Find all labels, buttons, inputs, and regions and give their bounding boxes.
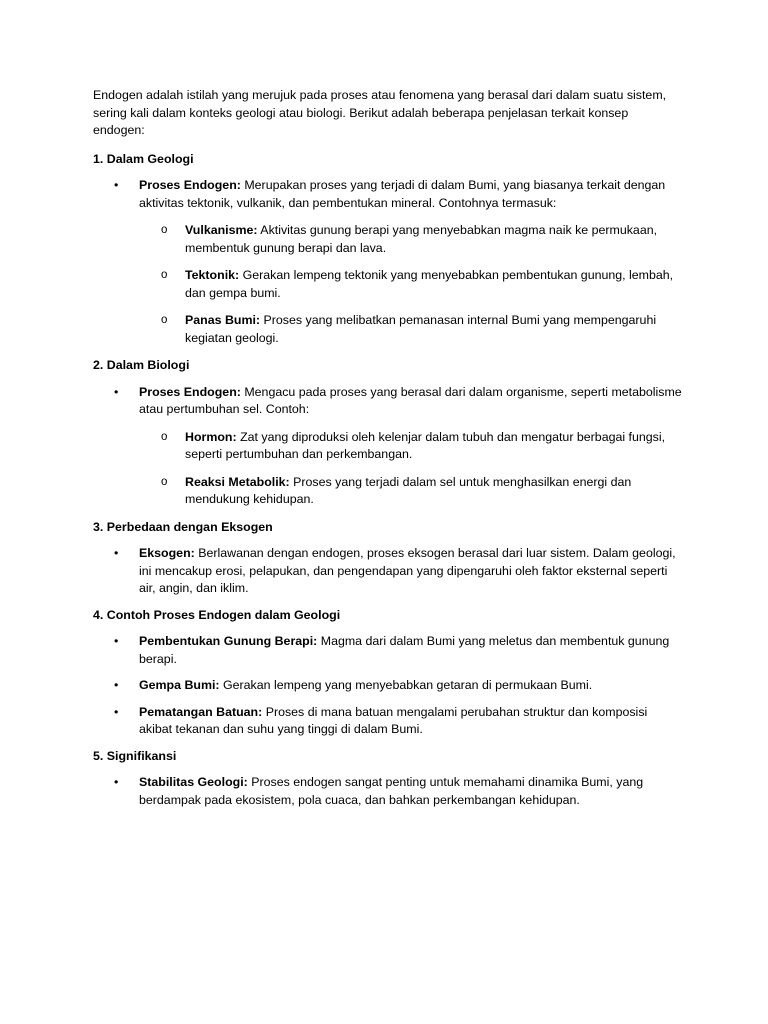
- item-text: Proses endogen sangat penting untuk memahami dinamika Bumi, yang berdampak pada ekosistem, pola cuaca, dan bahkan perkembangan kehidupan.: [139, 775, 644, 807]
- sub-item-text: Gerakan lempeng tektonik yang menyebabkan pembentukan gunung, lembah, dan gempa bumi.: [185, 268, 674, 300]
- sub-list-item: [139, 267, 683, 302]
- item-term: Proses Endogen:: [139, 384, 241, 399]
- intro-paragraph: Endogen adalah istilah yang merujuk pada proses atau fenomena yang berasal dari dalam suatu sistem, sering kali dalam konteks geologi atau biologi. Berikut adalah beberapa penjelasan terkait konsep endogen:: [93, 88, 667, 137]
- section-heading-signifikansi: 5. Signifikansi: [93, 748, 177, 763]
- sub-list-item: [139, 312, 683, 347]
- sub-item-term: Vulkanisme:: [185, 223, 258, 237]
- sub-item-term: Hormon:: [185, 429, 237, 444]
- list-item: [93, 774, 683, 809]
- item-text: Mengacu pada proses yang berasal dari dalam organisme, seperti metabolisme atau pertumbuhan sel. Contoh:: [139, 384, 682, 416]
- sub-list-item: [139, 222, 683, 257]
- bullet-list: [93, 774, 683, 809]
- item-text: Berlawanan dengan endogen, proses eksogen berasal dari luar sistem. Dalam geologi, ini mencakup erosi, pelapukan, dan pengendapan yang dipengaruhi oleh faktor eksternal seperti air, angin, dan iklim.: [139, 546, 676, 595]
- bullet-list: [93, 545, 683, 598]
- sub-item-text: Aktivitas gunung berapi yang menyebabkan magma naik ke permukaan, membentuk gunung berapi dan lava.: [185, 223, 658, 255]
- list-item: [93, 545, 683, 598]
- list-item: [93, 704, 683, 739]
- item-term: Stabilitas Geologi:: [139, 775, 248, 789]
- sub-list-item: [139, 429, 683, 464]
- item-text: Merupakan proses yang terjadi di dalam Bumi, yang biasanya terkait dengan aktivitas tektonik, vulkanik, dan pembentukan mineral. Contohnya termasuk:: [139, 178, 666, 210]
- item-term: Eksogen:: [139, 546, 195, 560]
- list-item: [93, 677, 683, 695]
- sub-item-text: Zat yang diproduksi oleh kelenjar dalam tubuh dan mengatur berbagai fungsi, seperti pertumbuhan dan perkembangan.: [185, 429, 666, 461]
- item-term: Pematangan Batuan:: [139, 704, 263, 719]
- list-item: [93, 384, 683, 509]
- section-heading-geologi: 1. Dalam Geologi: [93, 151, 194, 166]
- sub-bullet-list: [139, 429, 683, 509]
- section-heading-contoh: 4. Contoh Proses Endogen dalam Geologi: [93, 607, 341, 622]
- bullet-list: [93, 633, 683, 739]
- document-body: [93, 87, 683, 818]
- item-text: Gerakan lempeng yang menyebabkan getaran di permukaan Bumi.: [219, 678, 593, 692]
- item-text: Proses di mana batuan mengalami perubahan struktur dan komposisi akibat tekanan dan suhu yang tinggi di dalam Bumi.: [139, 704, 648, 736]
- sub-list-item: [139, 474, 683, 509]
- bullet-list: [93, 384, 683, 509]
- list-item: [93, 633, 683, 668]
- sub-item-text: Proses yang terjadi dalam sel untuk menghasilkan energi dan mendukung kehidupan.: [185, 474, 632, 506]
- section-heading-biologi: 2. Dalam Biologi: [93, 358, 190, 372]
- sub-bullet-list: [139, 222, 683, 347]
- sub-item-text: Proses yang melibatkan pemanasan internal Bumi yang mempengaruhi kegiatan geologi.: [185, 313, 657, 345]
- item-term: Gempa Bumi:: [139, 678, 220, 692]
- sub-item-term: Tektonik:: [185, 268, 240, 282]
- section-heading-eksogen: 3. Perbedaan dengan Eksogen: [93, 519, 273, 534]
- item-term: Proses Endogen:: [139, 178, 241, 192]
- sub-item-term: Panas Bumi:: [185, 313, 261, 327]
- bullet-list: [93, 177, 683, 347]
- list-item: [93, 177, 683, 347]
- item-term: Pembentukan Gunung Berapi:: [139, 634, 318, 648]
- sub-item-term: Reaksi Metabolik:: [185, 474, 290, 489]
- item-text: Magma dari dalam Bumi yang meletus dan membentuk gunung berapi.: [139, 634, 670, 666]
